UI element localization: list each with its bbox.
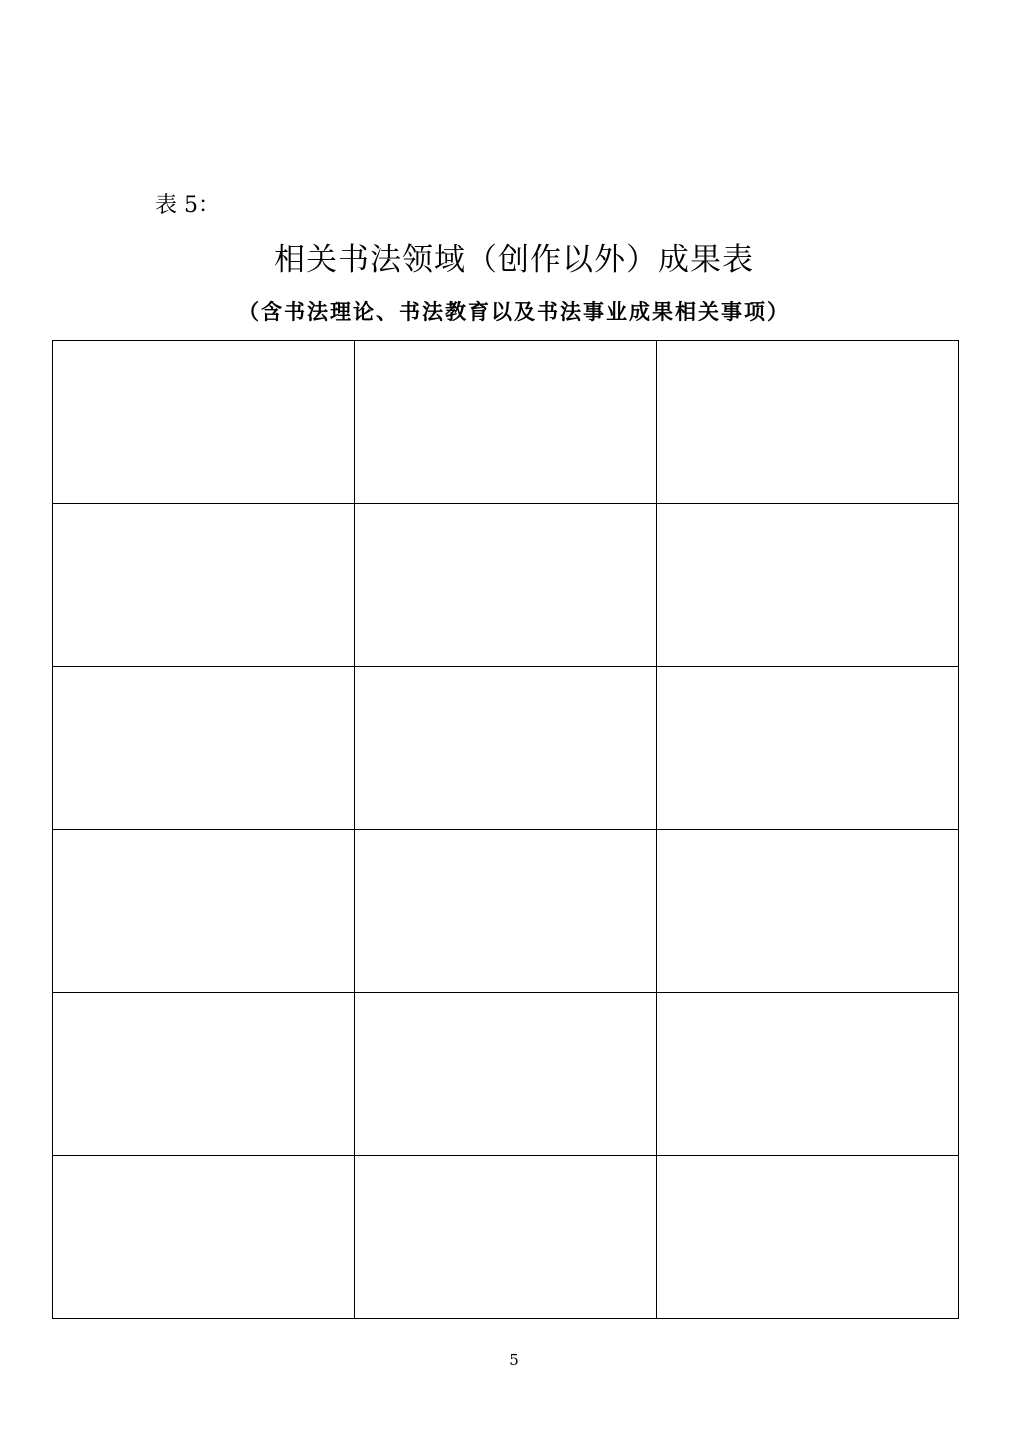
- table-cell[interactable]: [657, 1156, 959, 1319]
- table-row: [53, 341, 959, 504]
- table-cell[interactable]: [657, 341, 959, 504]
- table-cell[interactable]: [355, 830, 657, 993]
- table-row: [53, 667, 959, 830]
- table-cell[interactable]: [53, 993, 355, 1156]
- table-row: [53, 993, 959, 1156]
- table-cell[interactable]: [53, 341, 355, 504]
- table-cell[interactable]: [53, 667, 355, 830]
- table-row: [53, 504, 959, 667]
- page-subtitle: （含书法理论、书法教育以及书法事业成果相关事项）: [238, 299, 790, 324]
- table-cell[interactable]: [355, 341, 657, 504]
- table-cell[interactable]: [657, 830, 959, 993]
- results-table: [52, 340, 959, 1319]
- table-cell[interactable]: [53, 830, 355, 993]
- table-label: 表 5：: [155, 193, 220, 218]
- table-cell[interactable]: [657, 993, 959, 1156]
- table-cell[interactable]: [355, 667, 657, 830]
- table-row: [53, 830, 959, 993]
- page-title: 相关书法领域（创作以外）成果表: [274, 242, 754, 278]
- table-cell[interactable]: [355, 993, 657, 1156]
- table-cell[interactable]: [53, 504, 355, 667]
- page-number: 5: [509, 1351, 519, 1369]
- table-cell[interactable]: [657, 504, 959, 667]
- table-cell[interactable]: [53, 1156, 355, 1319]
- table-row: [53, 1156, 959, 1319]
- table-cell[interactable]: [355, 1156, 657, 1319]
- table-cell[interactable]: [657, 667, 959, 830]
- table-cell[interactable]: [355, 504, 657, 667]
